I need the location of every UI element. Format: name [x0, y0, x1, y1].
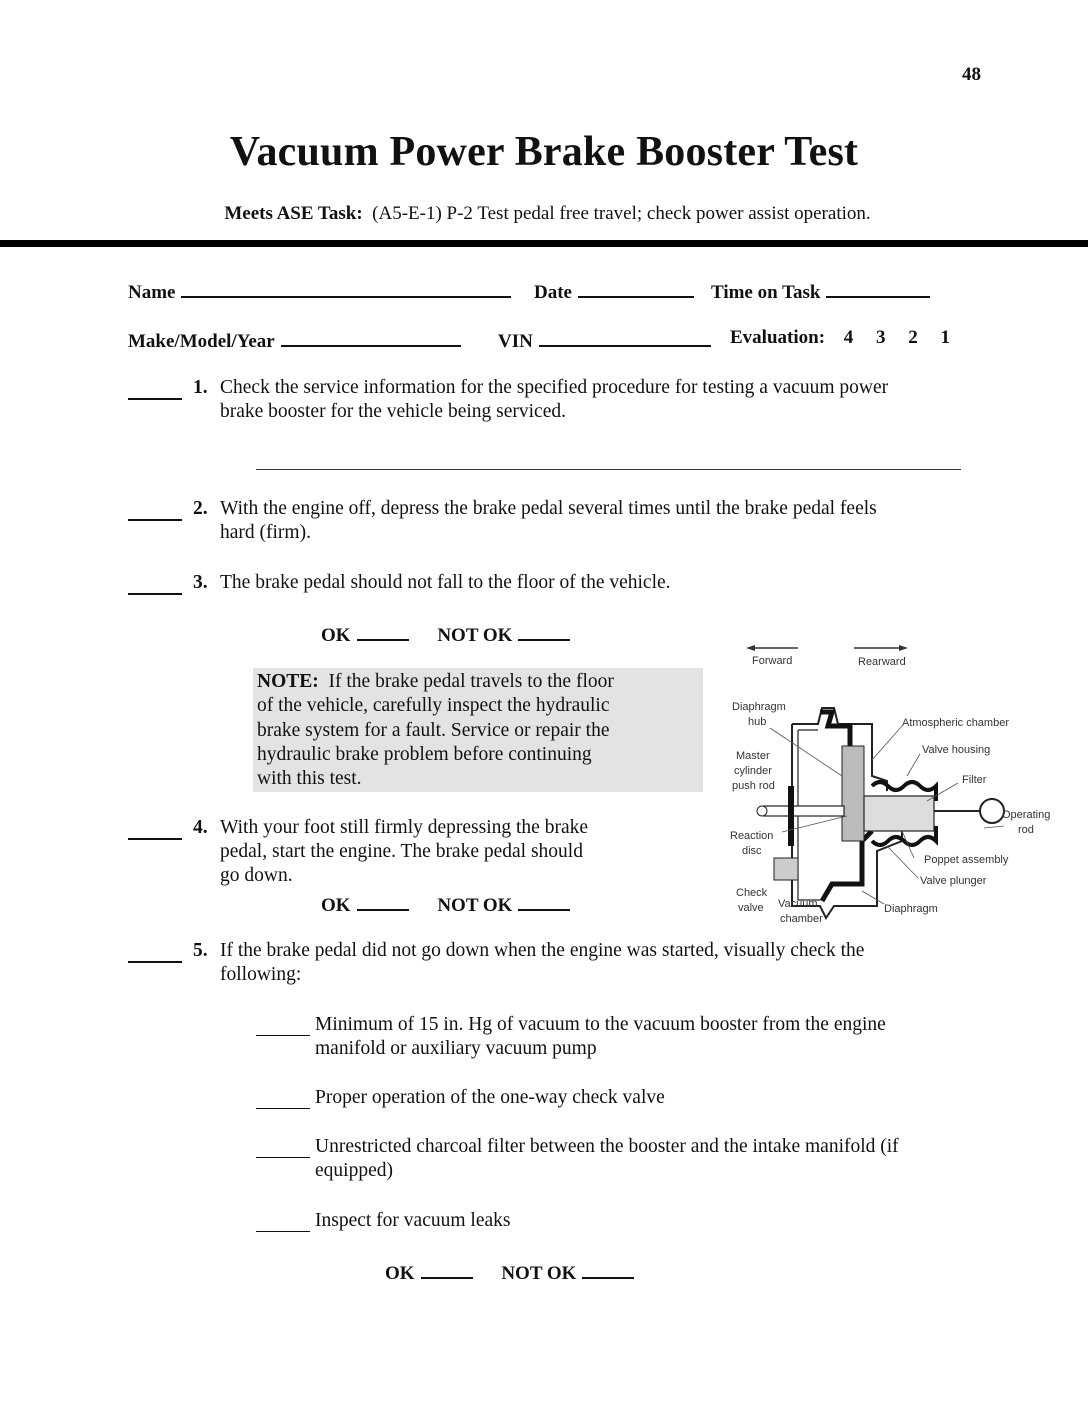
brake-booster-diagram — [722, 636, 1052, 931]
step-3-line: The brake pedal should not fall to the floor of the vehicle. — [220, 572, 671, 593]
label-forward: Forward — [752, 655, 793, 667]
label-atmospheric-chamber: Atmospheric chamber — [902, 717, 1009, 729]
label-check-valve: Check — [736, 887, 768, 899]
date-field-row — [534, 278, 694, 304]
name-field-row — [128, 278, 511, 304]
step-1-text — [220, 376, 888, 424]
checklist-line: Minimum of 15 in. Hg of vacuum to the vacuum booster from the engine — [315, 1014, 886, 1035]
not-ok-blank[interactable] — [518, 621, 570, 641]
step-3-number: 3. — [193, 572, 208, 593]
time-on-task-field-row — [711, 278, 930, 304]
evaluation-option-3[interactable]: 3 — [876, 327, 886, 348]
label-poppet-assembly: Poppet assembly — [924, 854, 1009, 866]
note-line: with this test. — [257, 768, 362, 790]
step-4-line: pedal, start the engine. The brake pedal should — [220, 841, 583, 862]
ok-label: OK — [385, 1263, 415, 1284]
step-3-ok-row — [321, 621, 594, 647]
page-title: Vacuum Power Brake Booster Test — [229, 129, 859, 175]
step-1-number: 1. — [193, 377, 208, 398]
checklist-item — [315, 1013, 886, 1061]
step-1-checkbox-blank[interactable] — [128, 398, 182, 400]
step-5-line: If the brake pedal did not go down when the engine was started, visually check the — [220, 940, 865, 961]
not-ok-label: NOT OK — [437, 895, 513, 916]
step-3-text — [220, 571, 671, 595]
label-master-cylinder-push-rod: Master — [736, 750, 770, 762]
name-input[interactable] — [181, 278, 511, 298]
ok-label: OK — [321, 625, 351, 646]
label-operating-rod: Operating — [1002, 809, 1051, 821]
step-2-line: With the engine off, depress the brake pedal several times until the brake pedal feels — [220, 498, 877, 519]
evaluation-option-1[interactable]: 1 — [940, 327, 951, 348]
date-input[interactable] — [578, 278, 694, 298]
step-5-number: 5. — [193, 940, 208, 961]
checklist-blank[interactable] — [256, 1157, 310, 1158]
label-reaction-disc: Reaction — [730, 830, 774, 842]
step-4-line: With your foot still firmly depressing the brake — [220, 817, 589, 838]
ase-task-label: Meets ASE Task: — [224, 203, 363, 224]
step-5-text — [220, 939, 864, 987]
label-filter: Filter — [962, 774, 987, 786]
step-3-checkbox-blank[interactable] — [128, 593, 182, 595]
note-label: NOTE: — [257, 671, 319, 692]
ok-label: OK — [321, 895, 351, 916]
vin-input[interactable] — [539, 327, 711, 347]
label-diaphragm: Diaphragm — [884, 903, 938, 915]
step-4-ok-row — [321, 891, 594, 917]
evaluation-label: Evaluation: — [730, 327, 826, 348]
page-number: 48 — [962, 64, 981, 85]
step-4-text — [220, 816, 588, 888]
checklist-item — [315, 1135, 899, 1183]
checklist-line: equipped) — [315, 1160, 393, 1181]
note-line: of the vehicle, carefully inspect the hydraulic — [257, 695, 610, 717]
label-rearward: Rearward — [858, 656, 906, 668]
header-divider — [0, 240, 1088, 247]
evaluation-option-4[interactable]: 4 — [843, 327, 854, 348]
forward-arrow-icon — [746, 645, 798, 651]
label-diaphragm-hub: hub — [748, 716, 767, 728]
note-text — [257, 670, 697, 791]
note-line: brake system for a fault. Service or repair the — [257, 719, 610, 741]
note-line: If the brake pedal travels to the floor — [328, 671, 614, 692]
ok-blank[interactable] — [357, 891, 409, 911]
vin-label: VIN — [498, 331, 533, 352]
not-ok-label: NOT OK — [437, 625, 513, 646]
evaluation-row — [730, 327, 950, 349]
step-4-checkbox-blank[interactable] — [128, 838, 182, 840]
label-diaphragm-hub: Diaphragm — [732, 701, 786, 713]
step-1-line: Check the service information for the specified procedure for testing a vacuum power — [220, 377, 889, 398]
step-1-line: brake booster for the vehicle being serviced. — [220, 401, 566, 422]
step-5-checkbox-blank[interactable] — [128, 961, 182, 963]
ase-task-text: (A5-E-1) P-2 Test pedal free travel; check power assist operation. — [372, 203, 871, 224]
label-valve-housing: Valve housing — [922, 744, 991, 756]
label-master-cylinder-push-rod: cylinder — [734, 765, 772, 777]
evaluation-option-2[interactable]: 2 — [908, 327, 918, 348]
checklist-item — [315, 1086, 665, 1110]
label-operating-rod: rod — [1018, 824, 1034, 836]
step-2-line: hard (firm). — [220, 522, 311, 543]
ase-task-line — [0, 203, 1088, 225]
checklist-blank[interactable] — [256, 1108, 310, 1109]
rearward-arrow-icon — [854, 645, 908, 651]
label-check-valve: valve — [738, 902, 764, 914]
ok-blank[interactable] — [357, 621, 409, 641]
step-4-number: 4. — [193, 817, 208, 838]
checklist-item — [315, 1209, 510, 1233]
step-2-text — [220, 497, 877, 545]
checklist-line: manifold or auxiliary vacuum pump — [315, 1038, 597, 1059]
step-5-line: following: — [220, 964, 302, 985]
step-2-checkbox-blank[interactable] — [128, 519, 182, 521]
checklist-line: Inspect for vacuum leaks — [315, 1210, 511, 1231]
not-ok-label: NOT OK — [501, 1263, 577, 1284]
checklist-blank[interactable] — [256, 1231, 310, 1232]
checklist-blank[interactable] — [256, 1035, 310, 1036]
label-reaction-disc: disc — [742, 845, 762, 857]
not-ok-blank[interactable] — [582, 1259, 634, 1279]
name-label: Name — [128, 282, 176, 303]
note-line: hydraulic brake problem before continuing — [257, 743, 592, 765]
time-on-task-input[interactable] — [826, 278, 930, 298]
label-valve-plunger: Valve plunger — [920, 875, 987, 887]
time-on-task-label: Time on Task — [711, 282, 821, 303]
note-box — [253, 668, 703, 792]
step-2-number: 2. — [193, 498, 208, 519]
label-vacuum-chamber: chamber — [780, 913, 823, 925]
make-model-year-label: Make/Model/Year — [128, 331, 275, 352]
step-1-answer-line[interactable] — [256, 469, 961, 470]
make-model-year-field-row — [128, 327, 461, 353]
label-vacuum-chamber: Vacuum — [778, 898, 818, 910]
date-label: Date — [534, 282, 572, 303]
ok-blank[interactable] — [421, 1259, 473, 1279]
step-4-line: go down. — [220, 865, 293, 886]
step-5-ok-row — [385, 1259, 658, 1285]
checklist-line: Unrestricted charcoal filter between the booster and the intake manifold (if — [315, 1136, 899, 1157]
checklist-line: Proper operation of the one-way check valve — [315, 1087, 665, 1108]
vin-field-row — [498, 327, 711, 353]
label-master-cylinder-push-rod: push rod — [732, 780, 775, 792]
not-ok-blank[interactable] — [518, 891, 570, 911]
make-model-year-input[interactable] — [281, 327, 461, 347]
